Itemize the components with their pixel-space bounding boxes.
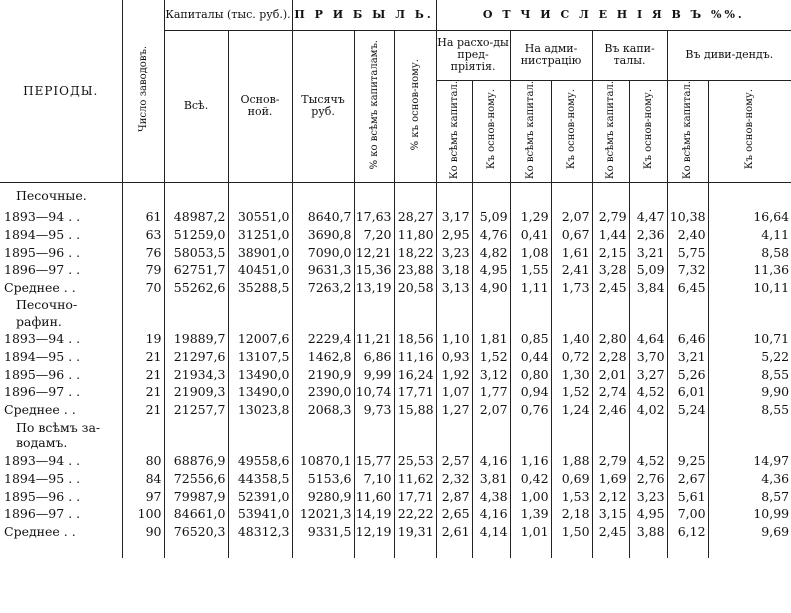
value-cell: 4,76 [472,226,510,244]
value-cell: 90 [122,522,164,540]
value-cell: 3,12 [472,365,510,383]
value-cell: 1,16 [510,452,551,470]
value-cell: 80 [122,452,164,470]
sub-all-header: Ко всѣмъ капитал. [448,80,460,179]
value-cell: 12021,3 [292,505,354,523]
value-cell: 12,21 [354,243,394,261]
section-title-row [0,418,791,452]
value-cell: 3,23 [629,487,667,505]
value-cell: 3,21 [629,243,667,261]
value-cell: 100 [122,505,164,523]
value-cell: 11,62 [394,470,436,488]
value-cell: 12007,6 [228,330,292,348]
table-row [0,400,791,418]
section-title: Песочно-рафин. [16,297,78,330]
value-cell: 76520,3 [164,522,228,540]
value-cell: 2229,4 [292,330,354,348]
value-cell: 9,73 [354,400,394,418]
value-cell: 1,88 [551,452,592,470]
value-cell: 3,18 [436,261,472,279]
sub-main-header: Къ основ-ному. [642,89,654,170]
period-cell: 1896—97 . . [4,384,81,400]
value-cell: 70 [122,278,164,296]
value-cell: 3,88 [629,522,667,540]
value-cell: 10,71 [708,330,791,348]
value-cell: 4,95 [472,261,510,279]
table-row [0,365,791,383]
value-cell: 15,36 [354,261,394,279]
value-cell: 1,77 [472,383,510,401]
value-cell: 55262,6 [164,278,228,296]
value-cell: 21 [122,383,164,401]
period-cell: Среднее . . [4,279,76,295]
value-cell: 2,45 [592,278,629,296]
value-cell: 10,99 [708,505,791,523]
value-cell: 5,26 [667,365,708,383]
value-cell: 79987,9 [164,487,228,505]
value-cell: 2190,9 [292,365,354,383]
value-cell: 2,61 [436,522,472,540]
value-cell: 0,85 [510,330,551,348]
value-cell: 7,00 [667,505,708,523]
value-cell: 1,81 [472,330,510,348]
value-cell: 5,75 [667,243,708,261]
profit-header: П Р И Б Ы Л Ь. [292,0,436,30]
value-cell: 84661,0 [164,505,228,523]
value-cell: 0,41 [510,226,551,244]
value-cell: 1,52 [472,348,510,366]
value-cell: 8,58 [708,243,791,261]
value-cell: 5153,6 [292,470,354,488]
value-cell: 68876,9 [164,452,228,470]
value-cell: 2,41 [551,261,592,279]
value-cell: 2,87 [436,487,472,505]
section-title-row [0,182,791,208]
value-cell: 0,69 [551,470,592,488]
value-cell: 2,07 [551,208,592,226]
value-cell: 2,74 [592,383,629,401]
table-row [0,348,791,366]
value-cell: 0,72 [551,348,592,366]
value-cell: 9,25 [667,452,708,470]
value-cell: 4,02 [629,400,667,418]
value-cell: 21 [122,365,164,383]
value-cell: 62751,7 [164,261,228,279]
value-cell: 4,82 [472,243,510,261]
value-cell: 10,38 [667,208,708,226]
value-cell: 3,15 [592,505,629,523]
value-cell: 2,76 [629,470,667,488]
value-cell: 11,60 [354,487,394,505]
value-cell: 16,64 [708,208,791,226]
value-cell: 8640,7 [292,208,354,226]
value-cell: 6,86 [354,348,394,366]
value-cell: 15,77 [354,452,394,470]
period-cell: 1895—96 . . [4,244,81,260]
cap-all-header: Всѣ. [164,30,228,182]
value-cell: 1,44 [592,226,629,244]
value-cell: 0,80 [510,365,551,383]
value-cell: 2,67 [667,470,708,488]
table-row [0,470,791,488]
value-cell: 19,31 [394,522,436,540]
value-cell: 2390,0 [292,383,354,401]
table-row [0,330,791,348]
value-cell: 13107,5 [228,348,292,366]
value-cell: 18,22 [394,243,436,261]
value-cell: 9,90 [708,383,791,401]
value-cell: 2,40 [667,226,708,244]
sub-main-header: Къ основ-ному. [566,89,578,170]
value-cell: 1,50 [551,522,592,540]
period-cell: 1893—94 . . [4,453,81,469]
value-cell: 0,76 [510,400,551,418]
period-cell: 1894—95 . . [4,226,81,242]
value-cell: 1,08 [510,243,551,261]
table-row [0,278,791,296]
value-cell: 11,16 [394,348,436,366]
d3-header: Въ капи-талы. [592,30,667,80]
value-cell: 28,27 [394,208,436,226]
sub-main-header: Къ основ-ному. [744,89,756,170]
value-cell: 3,17 [436,208,472,226]
value-cell: 4,52 [629,383,667,401]
value-cell: 4,16 [472,452,510,470]
table-body [0,182,791,558]
deductions-header: О Т Ч И С Л Е Н І Я В Ъ %%. [436,0,791,30]
period-cell: 1896—97 . . [4,262,81,278]
value-cell: 1,53 [551,487,592,505]
value-cell: 9631,3 [292,261,354,279]
value-cell: 3,23 [436,243,472,261]
value-cell: 4,14 [472,522,510,540]
value-cell: 38901,0 [228,243,292,261]
value-cell: 2,18 [551,505,592,523]
factories-header: Число заводовъ. [137,46,149,133]
value-cell: 13023,8 [228,400,292,418]
value-cell: 31251,0 [228,226,292,244]
value-cell: 4,36 [708,470,791,488]
value-cell: 52391,0 [228,487,292,505]
value-cell: 11,36 [708,261,791,279]
section-title-row [0,296,791,330]
value-cell: 2,07 [472,400,510,418]
value-cell: 3,27 [629,365,667,383]
value-cell: 10870,1 [292,452,354,470]
value-cell: 7090,0 [292,243,354,261]
period-cell: Среднее . . [4,401,76,417]
value-cell: 9,99 [354,365,394,383]
value-cell: 21909,3 [164,383,228,401]
period-cell: 1895—96 . . [4,366,81,382]
value-cell: 1,07 [436,383,472,401]
value-cell: 3,70 [629,348,667,366]
value-cell: 19 [122,330,164,348]
value-cell: 2,57 [436,452,472,470]
value-cell: 9331,5 [292,522,354,540]
value-cell: 13,19 [354,278,394,296]
value-cell: 15,88 [394,400,436,418]
value-cell: 1,01 [510,522,551,540]
value-cell: 3,13 [436,278,472,296]
value-cell: 5,09 [472,208,510,226]
table-row [0,522,791,540]
value-cell: 1,10 [436,330,472,348]
value-cell: 3,28 [592,261,629,279]
value-cell: 1,00 [510,487,551,505]
value-cell: 51259,0 [164,226,228,244]
value-cell: 1,24 [551,400,592,418]
value-cell: 0,67 [551,226,592,244]
value-cell: 11,80 [394,226,436,244]
value-cell: 61 [122,208,164,226]
value-cell: 7,20 [354,226,394,244]
value-cell: 23,88 [394,261,436,279]
value-cell: 1,52 [551,383,592,401]
value-cell: 2,80 [592,330,629,348]
value-cell: 2068,3 [292,400,354,418]
period-cell: 1894—95 . . [4,348,81,364]
profit-pct-all-header: % ко всѣмъ капиталамъ. [368,39,380,170]
value-cell: 2,79 [592,452,629,470]
period-cell: 1896—97 . . [4,506,81,522]
value-cell: 3690,8 [292,226,354,244]
value-cell: 3,81 [472,470,510,488]
value-cell: 17,63 [354,208,394,226]
value-cell: 35288,5 [228,278,292,296]
period-cell: Среднее . . [4,523,76,539]
value-cell: 3,84 [629,278,667,296]
section-title: Песочные. [16,187,87,203]
value-cell: 8,55 [708,400,791,418]
sub-main-header: Къ основ-ному. [485,89,497,170]
d4-header: Въ диви-дендъ. [667,30,791,80]
value-cell: 4,38 [472,487,510,505]
table-row [0,261,791,279]
profit-th-header: Тысячъ руб. [292,30,354,182]
value-cell: 3,21 [667,348,708,366]
value-cell: 0,42 [510,470,551,488]
value-cell: 8,57 [708,487,791,505]
d1-header: На расхо-ды пред-пріятія. [436,30,510,80]
value-cell: 1,92 [436,365,472,383]
table-row [0,487,791,505]
value-cell: 40451,0 [228,261,292,279]
value-cell: 0,94 [510,383,551,401]
value-cell: 1,40 [551,330,592,348]
period-cell: 1893—94 . . [4,331,81,347]
value-cell: 4,47 [629,208,667,226]
value-cell: 49558,6 [228,452,292,470]
value-cell: 44358,5 [228,470,292,488]
value-cell: 5,22 [708,348,791,366]
periods-header: ПЕРІОДЫ. [0,0,122,182]
value-cell: 4,90 [472,278,510,296]
value-cell: 2,79 [592,208,629,226]
value-cell: 7,10 [354,470,394,488]
value-cell: 6,01 [667,383,708,401]
table-row [0,208,791,226]
value-cell: 11,21 [354,330,394,348]
value-cell: 76 [122,243,164,261]
value-cell: 53941,0 [228,505,292,523]
value-cell: 20,58 [394,278,436,296]
table-row [0,226,791,244]
value-cell: 10,11 [708,278,791,296]
value-cell: 21257,7 [164,400,228,418]
value-cell: 16,24 [394,365,436,383]
value-cell: 1,30 [551,365,592,383]
value-cell: 21297,6 [164,348,228,366]
value-cell: 2,65 [436,505,472,523]
value-cell: 18,56 [394,330,436,348]
value-cell: 10,74 [354,383,394,401]
value-cell: 25,53 [394,452,436,470]
value-cell: 5,09 [629,261,667,279]
value-cell: 21 [122,400,164,418]
value-cell: 5,24 [667,400,708,418]
cap-main-header: Основ-ной. [228,30,292,182]
value-cell: 1462,8 [292,348,354,366]
sub-all-header: Ко всѣмъ капитал. [525,80,537,179]
value-cell: 8,55 [708,365,791,383]
value-cell: 84 [122,470,164,488]
value-cell: 4,52 [629,452,667,470]
value-cell: 1,55 [510,261,551,279]
value-cell: 9,69 [708,522,791,540]
value-cell: 58053,5 [164,243,228,261]
sub-all-header: Ко всѣмъ капитал. [682,80,694,179]
value-cell: 1,11 [510,278,551,296]
table-row [0,383,791,401]
sub-all-header: Ко всѣмъ капитал. [605,80,617,179]
value-cell: 0,93 [436,348,472,366]
table-row [0,452,791,470]
profit-pct-main-header: % къ основ-ному. [409,58,421,151]
value-cell: 7263,2 [292,278,354,296]
period-cell: 1894—95 . . [4,470,81,486]
value-cell: 21 [122,348,164,366]
period-cell: 1895—96 . . [4,488,81,504]
value-cell: 1,39 [510,505,551,523]
value-cell: 30551,0 [228,208,292,226]
section-title: По всѣмъ за-водамъ. [16,420,101,451]
value-cell: 19889,7 [164,330,228,348]
value-cell: 12,19 [354,522,394,540]
value-cell: 2,12 [592,487,629,505]
value-cell: 4,95 [629,505,667,523]
value-cell: 1,27 [436,400,472,418]
value-cell: 17,71 [394,487,436,505]
value-cell: 4,11 [708,226,791,244]
value-cell: 48312,3 [228,522,292,540]
value-cell: 2,28 [592,348,629,366]
period-cell: 1893—94 . . [4,209,81,225]
value-cell: 4,16 [472,505,510,523]
value-cell: 1,73 [551,278,592,296]
value-cell: 14,19 [354,505,394,523]
value-cell: 1,61 [551,243,592,261]
value-cell: 2,46 [592,400,629,418]
table-row [0,243,791,261]
value-cell: 2,45 [592,522,629,540]
table-row [0,505,791,523]
value-cell: 48987,2 [164,208,228,226]
value-cell: 13490,0 [228,365,292,383]
value-cell: 97 [122,487,164,505]
value-cell: 13490,0 [228,383,292,401]
value-cell: 2,95 [436,226,472,244]
value-cell: 2,32 [436,470,472,488]
value-cell: 0,44 [510,348,551,366]
value-cell: 5,61 [667,487,708,505]
value-cell: 6,12 [667,522,708,540]
value-cell: 7,32 [667,261,708,279]
value-cell: 1,69 [592,470,629,488]
value-cell: 14,97 [708,452,791,470]
value-cell: 6,45 [667,278,708,296]
value-cell: 2,36 [629,226,667,244]
value-cell: 79 [122,261,164,279]
value-cell: 21934,3 [164,365,228,383]
value-cell: 72556,6 [164,470,228,488]
value-cell: 9280,9 [292,487,354,505]
value-cell: 2,15 [592,243,629,261]
value-cell: 22,22 [394,505,436,523]
value-cell: 1,29 [510,208,551,226]
value-cell: 17,71 [394,383,436,401]
capitals-header: Капиталы (тыс. руб.). [164,0,292,30]
value-cell: 4,64 [629,330,667,348]
value-cell: 2,01 [592,365,629,383]
d2-header: На адми-нистрацію [510,30,592,80]
value-cell: 6,46 [667,330,708,348]
value-cell: 63 [122,226,164,244]
